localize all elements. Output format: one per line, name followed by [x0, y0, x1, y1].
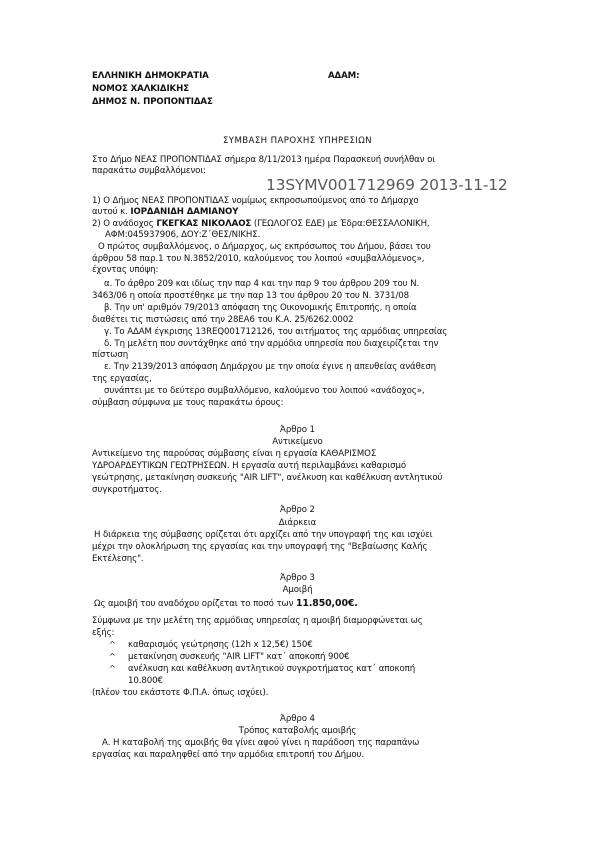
article2-heading: Άρθρο 2: [280, 505, 315, 515]
document-title: ΣΥΜΒΑΣΗ ΠΑΡΟΧΗΣ ΥΠΗΡΕΣΙΩΝ: [222, 136, 373, 146]
article2-line: Η διάρκεια της σύμβασης ορίζεται ότι αρχίζει από την υπογραφή της και ισχύει: [94, 530, 433, 540]
article3-vat-line: (πλέον του εκάστοτε Φ.Π.Α. όπως ισχύει).: [92, 688, 269, 698]
article2-line: μέχρι την ολοκλήρωση της εργασίας και την υπογραφή της "Βεβαίωσης Καλής: [92, 542, 428, 552]
intro-line: άρθρου 58 παρ.1 του Ν.3852/2010, καλούμενος του λοιπού «συμβαλλόμενος»,: [92, 254, 425, 264]
intro-line: πίστωση: [92, 350, 129, 360]
intro-line: Στο Δήμο ΝΕΑΣ ΠΡΟΠΟΝΤΙΔΑΣ σήμερα 8/11/2013 ημέρα Παρασκευή συνήλθαν οι: [92, 155, 436, 165]
article4-line: Α. Η καταβολή της αμοιβής θα γίνει αφού γίνει η παράδοση της παραπάνω: [102, 738, 420, 748]
header-prefecture: ΝΟΜΟΣ ΧΑΛΚΙΔΙΚΗΣ: [92, 84, 189, 94]
mayor-name: ΙΟΡΔΑΝΙΔΗ ΔΑΜΙΑΝΟΥ: [130, 207, 239, 217]
intro-party1-line2: αυτού κ. ΙΟΡΔΑΝΙΔΗ ΔΑΜΙΑΝΟΥ: [92, 207, 239, 217]
fee-item: μετακίνηση συσκευής "AIR LIFT" κατ΄ αποκοπή 900€: [128, 652, 350, 662]
fee-item: ανέλκυση και καθέλκυση αντλητικού συγκροτήματος κατ΄ αποκοπή: [128, 664, 416, 674]
intro-line: έχοντας υπόψη:: [92, 265, 159, 275]
registry-stamp: 13SYMV001712969 2013-11-12: [266, 176, 508, 194]
intro-line: ε. Την 2139/2013 απόφαση Δημάρχου με την οποία έγινε η απευθείας ανάθεση: [104, 362, 437, 372]
article3-fee-line: Ως αμοιβή του αναδόχου ορίζεται το ποσό των 11.850,00€.: [94, 598, 358, 609]
header-municipality: ΔΗΜΟΣ Ν. ΠΡΟΠΟΝΤΙΔΑΣ: [92, 97, 213, 107]
intro-line: παρακάτω συμβαλλόμενοι:: [92, 166, 206, 176]
article3-heading: Άρθρο 3: [280, 573, 315, 583]
bullet-icon: ^: [109, 652, 116, 661]
article4-line: εργασίας και παραληφθεί από την αρμόδια επιτροπή του Δήμου.: [92, 750, 365, 760]
article1-line: Αντικείμενο της παρούσας σύμβασης είναι η εργασία ΚΑΘΑΡΙΣΜΟΣ: [92, 449, 377, 459]
intro-line: γ. Το ΑΔΑΜ έγκρισης 13REQ001712126, του αιτήματος της αρμόδιας υπηρεσίας: [104, 327, 448, 337]
fee-item-cont: 10.800€: [128, 676, 163, 686]
article1-heading: Άρθρο 1: [280, 425, 315, 435]
header-republic: ΕΛΛΗΝΙΚΗ ΔΗΜΟΚΡΑΤΙΑ: [92, 71, 209, 81]
intro-line: Ο πρώτος συμβαλλόμενος, ο Δήμαρχος, ως εκπρόσωπος του Δήμου, βάσει του: [98, 242, 431, 252]
header-adam: ΑΔΑΜ:: [328, 71, 360, 81]
bullet-icon: ^: [109, 664, 116, 673]
article3-subtitle: Αμοιβή: [282, 585, 313, 595]
article1-line: συγκροτήματος.: [92, 485, 162, 495]
intro-line: διαθέτει τις πιστώσεις από την 28ΕΑ6 του Κ.Α. 25/6262.0002: [92, 315, 354, 325]
intro-line: β. Την υπ' αριθμόν 79/2013 απόφαση της Οικονομικής Επιτροπής, η οποία: [104, 303, 417, 313]
intro-line: δ. Τη μελέτη που συντάχθηκε από την αρμόδια υπηρεσία που διαχειρίζεται την: [104, 339, 439, 349]
article1-subtitle: Αντικείμενο: [272, 437, 323, 447]
contractor-name: ΓΚΕΓΚΑΣ ΝΙΚΟΛΑΟΣ: [156, 219, 252, 229]
fee-item: καθαρισμός γεώτρησης (12h x 12,5€) 150€: [128, 640, 313, 650]
article4-heading: Άρθρο 4: [280, 714, 315, 724]
article3-study-line: Σύμφωνα με την μελέτη της αρμόδιας υπηρεσίας η αμοιβή διαμορφώνεται ως: [92, 616, 423, 626]
article3-study-line: εξής:: [92, 628, 115, 638]
intro-line: της εργασίας,: [92, 374, 152, 384]
intro-party2-line2: ΑΦΜ:045937906, ΔΟΥ:Ζ΄ΘΕΣ/ΝΙΚΗΣ.: [105, 230, 261, 240]
article2-subtitle: Διάρκεια: [278, 518, 317, 528]
article2-line: Εκτέλεσης".: [92, 554, 144, 564]
intro-line: α. Το άρθρο 209 και ιδίως την παρ 4 και την παρ 9 του άρθρου 209 του Ν.: [104, 279, 420, 289]
intro-line: σύμβαση σύμφωνα με τους παρακάτω όρους:: [92, 398, 284, 408]
fee-amount: 11.850,00€.: [295, 598, 358, 609]
intro-line: 3463/06 η οποία προστέθηκε με την παρ 13 του άρθρου 20 του Ν. 3731/08: [92, 291, 410, 301]
bullet-icon: ^: [109, 640, 116, 649]
article1-line: γεώτρησης, μετακίνηση συσκευής "AIR LIFT", ανέλκυση και καθέλκυση αντλητικού: [92, 473, 443, 483]
article1-line: ΥΔΡΟΑΡΔΕΥΤΙΚΩΝ ΓΕΩΤΡΗΣΕΩΝ. Η εργασία αυτή περιλαμβάνει καθαρισμό: [92, 461, 407, 471]
intro-party2-line: 2) Ο ανάδοχος ΓΚΕΓΚΑΣ ΝΙΚΟΛΑΟΣ (ΓΕΩΛΟΓΟΣ ΕΔΕ) με Έδρα:ΘΕΣΣΑΛΟΝΙΚΗ,: [92, 219, 430, 229]
intro-party1-line: 1) Ο Δήμος ΝΕΑΣ ΠΡΟΠΟΝΤΙΔΑΣ νομίμως εκπροσωπούμενος από το Δήμαρχο: [92, 196, 419, 206]
intro-line: συνάπτει με το δεύτερο συμβαλλόμενο, καλούμενο του λοιπού «ανάδοχος»,: [104, 386, 425, 396]
article4-subtitle: Τρόπος καταβολής αμοιβής: [238, 726, 357, 736]
